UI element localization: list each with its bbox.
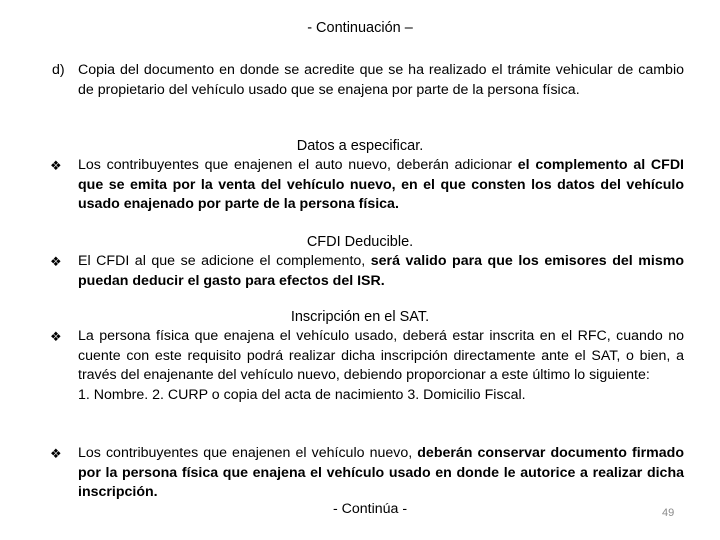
heading-cfdi-deducible: CFDI Deducible.: [306, 234, 414, 250]
bullet-cfdi-deducible: [50, 252, 684, 291]
bullet-datos-bold: el complemento al CFDI que se emita por la venta del vehículo nuevo, en el que consten los datos del vehículo usado enajenado por parte de la persona física.: [78, 157, 685, 213]
bullet-inscripcion-text: [78, 327, 684, 405]
bullet-inscripcion-plain: La persona física que enajena el vehículo usado, deberá estar inscrita en el RFC, cuando no cuente con este requisito podrá realizar dicha inscripción directamente ante el SAT, o bien, a través del enajenante del vehículo nuevo, debiendo proporcionar a este último lo siguiente:: [78, 328, 684, 384]
bullet-cfdi-text: [78, 252, 684, 291]
heading-datos: Datos a especificar.: [296, 138, 424, 154]
continua-footer: - Continúa -: [332, 501, 408, 517]
bullet-datos-plain: Los contribuyentes que enajenen el auto nuevo, deberán adicionar: [78, 157, 518, 173]
item-d-text: Copia del documento en donde se acredite que se ha realizado el trámite vehicular de cambio de propietario del vehículo usado que se enajena por parte de la persona física.: [78, 62, 684, 98]
diamond-bullet-icon: ❖: [50, 158, 62, 173]
bullet-cfdi-bold: será valido para que los emisores del mismo puedan deducir el gasto para efectos del ISR.: [78, 253, 684, 289]
bullet-inscripcion-list: 1. Nombre. 2. CURP o copia del acta de nacimiento 3. Domicilio Fiscal.: [78, 386, 526, 403]
bullet-conservar: [50, 444, 684, 503]
bullet-inscripcion: [50, 327, 684, 405]
item-d: [52, 61, 684, 100]
bullet-cfdi-plain: El CFDI al que se adicione el complemento,: [78, 253, 371, 269]
continuation-header: - Continuación –: [307, 20, 413, 36]
bullet-datos: [50, 156, 684, 215]
bullet-conservar-bold: deberán conservar documento firmado por la persona física que enajena el vehículo usado en donde le autorice a realizar dicha inscripción.: [78, 445, 685, 501]
page-number: 49: [662, 507, 675, 519]
diamond-bullet-icon: ❖: [50, 254, 62, 269]
diamond-bullet-icon: ❖: [50, 446, 62, 461]
bullet-conservar-text: [78, 444, 684, 503]
item-d-marker: d): [52, 62, 65, 78]
heading-inscripcion: Inscripción en el SAT.: [290, 309, 430, 325]
bullet-datos-text: [78, 156, 684, 215]
diamond-bullet-icon: ❖: [50, 329, 62, 344]
bullet-conservar-plain: Los contribuyentes que enajenen el vehículo nuevo,: [78, 445, 418, 461]
